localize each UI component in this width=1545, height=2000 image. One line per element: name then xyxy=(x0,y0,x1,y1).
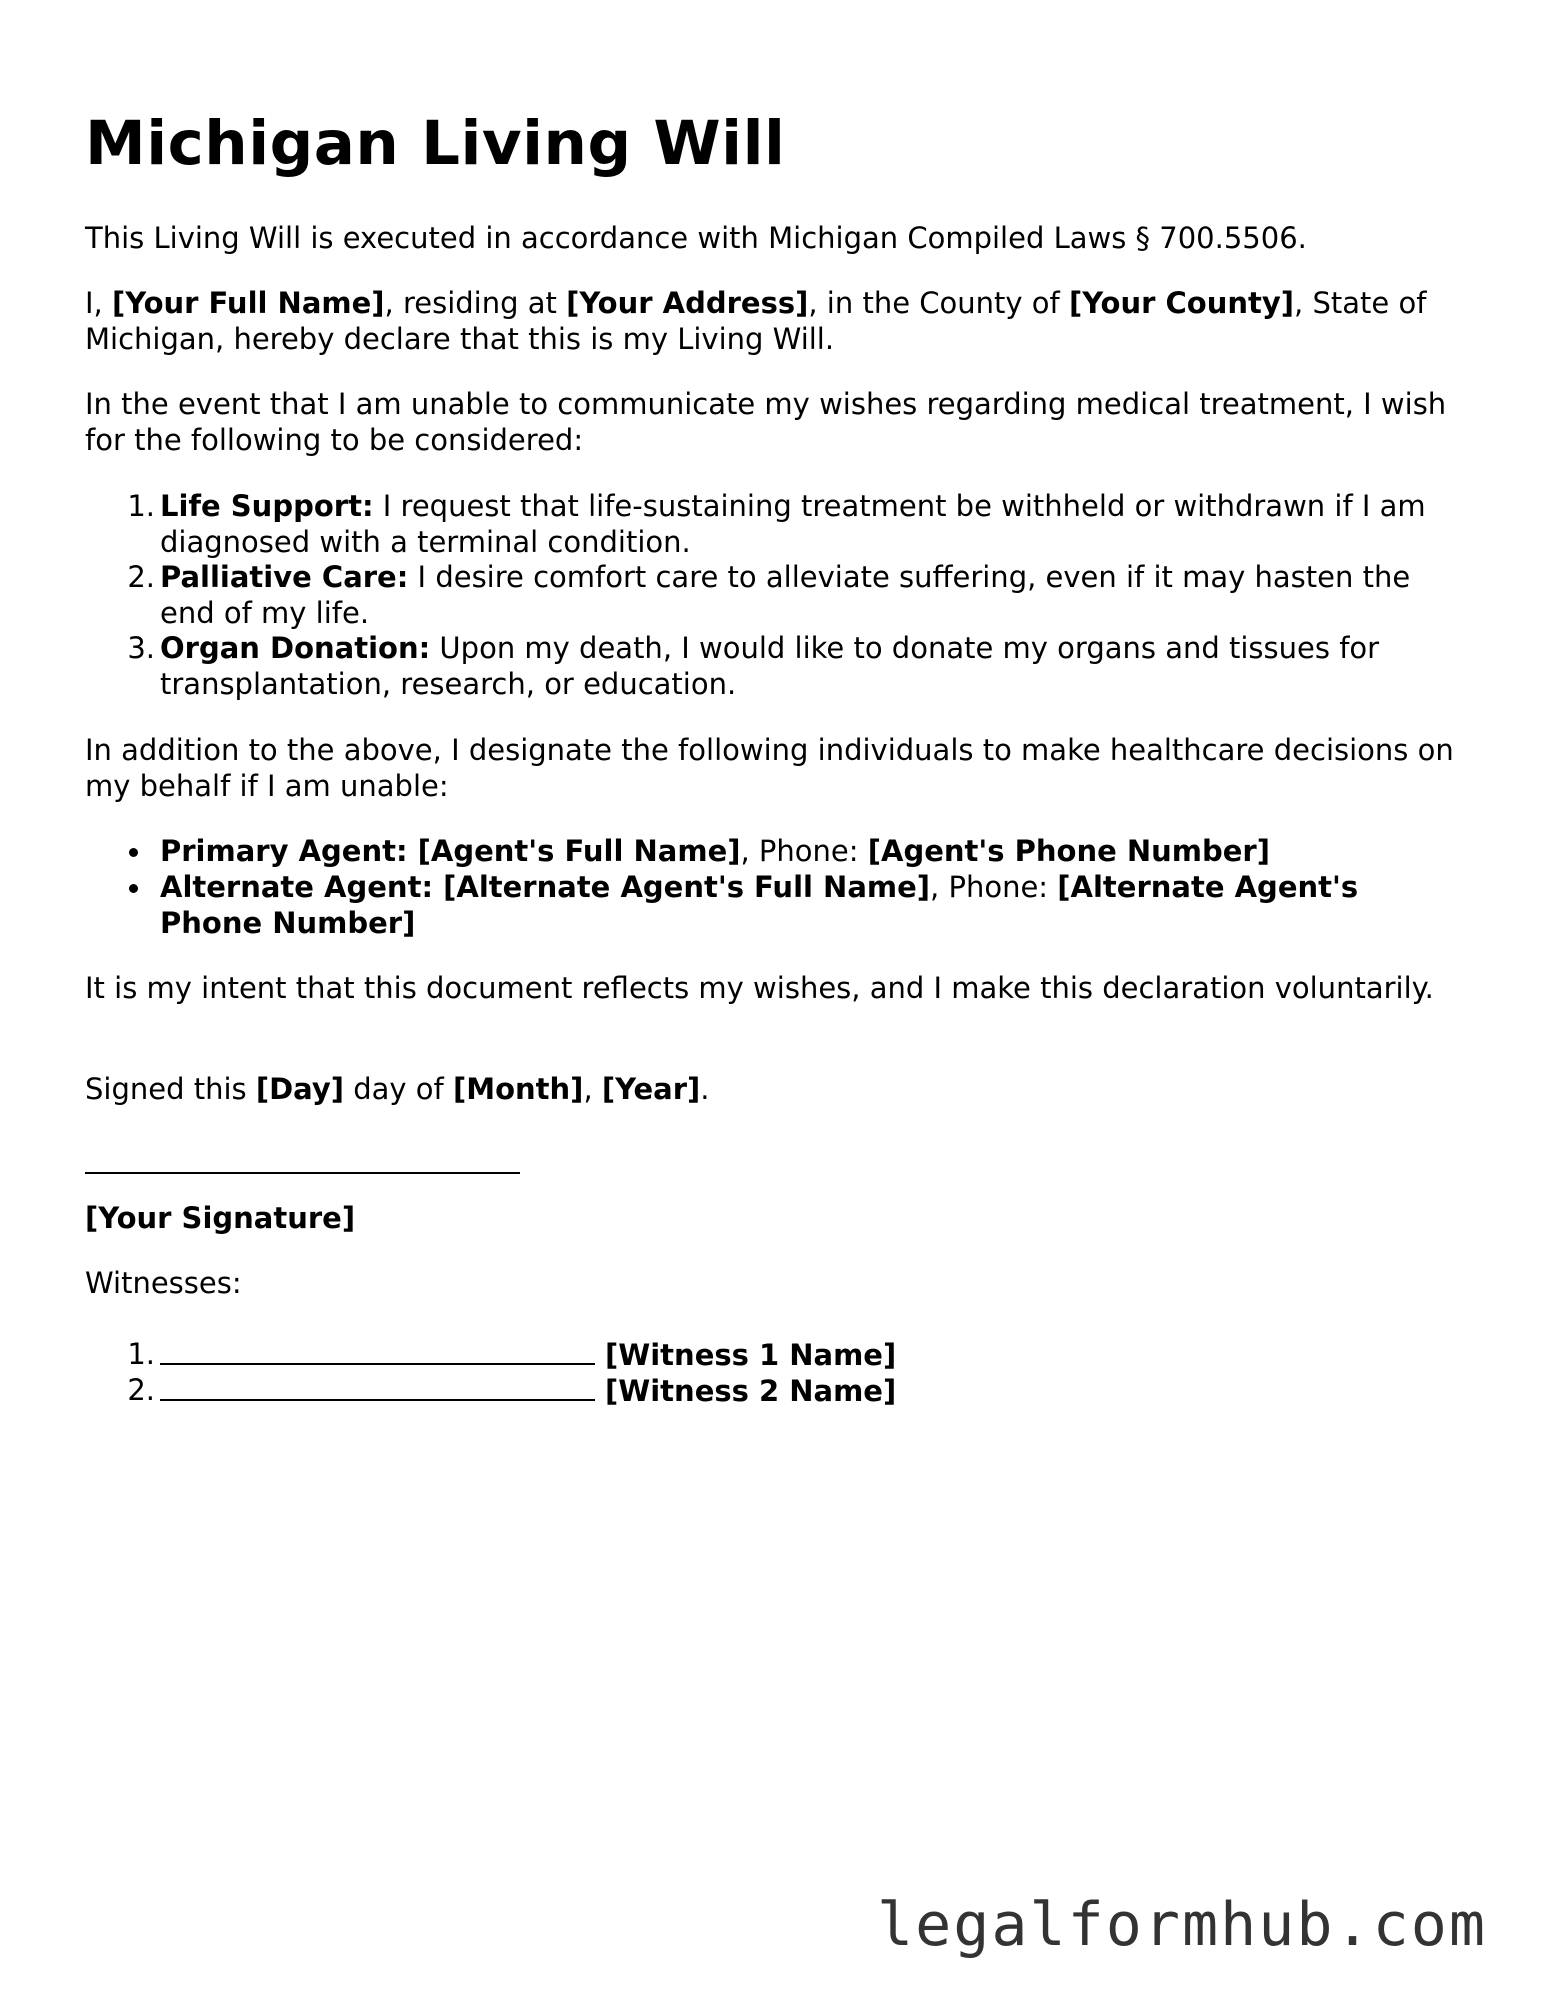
footer-brand-watermark: legalformhub.com xyxy=(877,1890,1487,1960)
wish-number: 2. xyxy=(127,560,155,594)
wish-label: Palliative Care: xyxy=(160,560,409,594)
witness-number: 2. xyxy=(127,1373,155,1407)
declaration-text-3: , in the County of xyxy=(808,286,1069,320)
declaration-text-1: I, xyxy=(85,286,112,320)
signature-line[interactable] xyxy=(85,1172,520,1174)
agent-phone-placeholder: [Alternate Agent's Phone Number] xyxy=(160,870,1359,940)
agent-phone-placeholder: [Agent's Phone Number] xyxy=(867,834,1270,868)
agent-label: Primary Agent: [Agent's Full Name] xyxy=(160,834,741,868)
year-placeholder: [Year] xyxy=(601,1072,701,1106)
agent-phone-label: , Phone: xyxy=(930,870,1058,904)
witness-signature-line[interactable] xyxy=(160,1336,595,1365)
wish-text: I desire comfort care to alleviate suffering, even if it may hasten the end of my life. xyxy=(160,560,1411,630)
signed-text-1: Signed this xyxy=(85,1072,256,1106)
wish-label: Organ Donation: xyxy=(160,631,431,665)
agent-label: Alternate Agent: [Alternate Agent's Full Name] xyxy=(160,870,931,904)
wish-number: 1. xyxy=(127,489,155,523)
county-placeholder: [Your County] xyxy=(1068,286,1295,320)
witness-name-placeholder: [Witness 2 Name] xyxy=(605,1374,897,1408)
day-placeholder: [Day] xyxy=(255,1072,345,1106)
signed-text-4: . xyxy=(700,1072,710,1106)
wish-number: 3. xyxy=(127,631,155,665)
signature-label xyxy=(85,1200,1460,1236)
declaration-text-2: , residing at xyxy=(384,286,567,320)
signature-label-text: [Your Signature] xyxy=(85,1201,356,1235)
full-name-placeholder: [Your Full Name] xyxy=(112,286,385,320)
month-placeholder: [Month] xyxy=(452,1072,584,1106)
witness-number: 1. xyxy=(127,1337,155,1371)
witnesses-label: Witnesses: xyxy=(85,1266,242,1300)
agent-phone-label: , Phone: xyxy=(740,834,868,868)
witness-signature-line[interactable] xyxy=(160,1372,595,1401)
declaration-paragraph xyxy=(85,285,1460,357)
intent-paragraph: It is my intent that this document reflects my wishes, and I make this declaration voluntarily. xyxy=(85,971,1434,1005)
wish-text: Upon my death, I would like to donate my organs and tissues for transplantation, research, or education. xyxy=(160,631,1380,701)
wishes-intro-paragraph: In the event that I am unable to communicate my wishes regarding medical treatment, I wish for the following to be considered: xyxy=(85,387,1447,457)
declaration-text-4: , State of Michigan, hereby declare that this is my Living Will. xyxy=(85,286,1427,356)
witness-name-placeholder: [Witness 1 Name] xyxy=(605,1338,897,1372)
agents-intro-paragraph: In addition to the above, I designate the following individuals to make healthcare decisions on my behalf if I am unable: xyxy=(85,733,1454,803)
address-placeholder: [Your Address] xyxy=(566,286,809,320)
signed-paragraph xyxy=(85,1071,1460,1107)
document-title: Michigan Living Will xyxy=(85,108,786,179)
signed-text-2: day of xyxy=(344,1072,453,1106)
signed-text-3: , xyxy=(583,1072,602,1106)
wish-label: Life Support: xyxy=(160,489,374,523)
wish-text: I request that life-sustaining treatment be withheld or withdrawn if I am diagnosed with a terminal condition. xyxy=(160,489,1426,559)
intro-paragraph: This Living Will is executed in accordance with Michigan Compiled Laws § 700.5506. xyxy=(85,221,1307,255)
bullet-icon xyxy=(129,884,138,893)
bullet-icon xyxy=(129,848,138,857)
